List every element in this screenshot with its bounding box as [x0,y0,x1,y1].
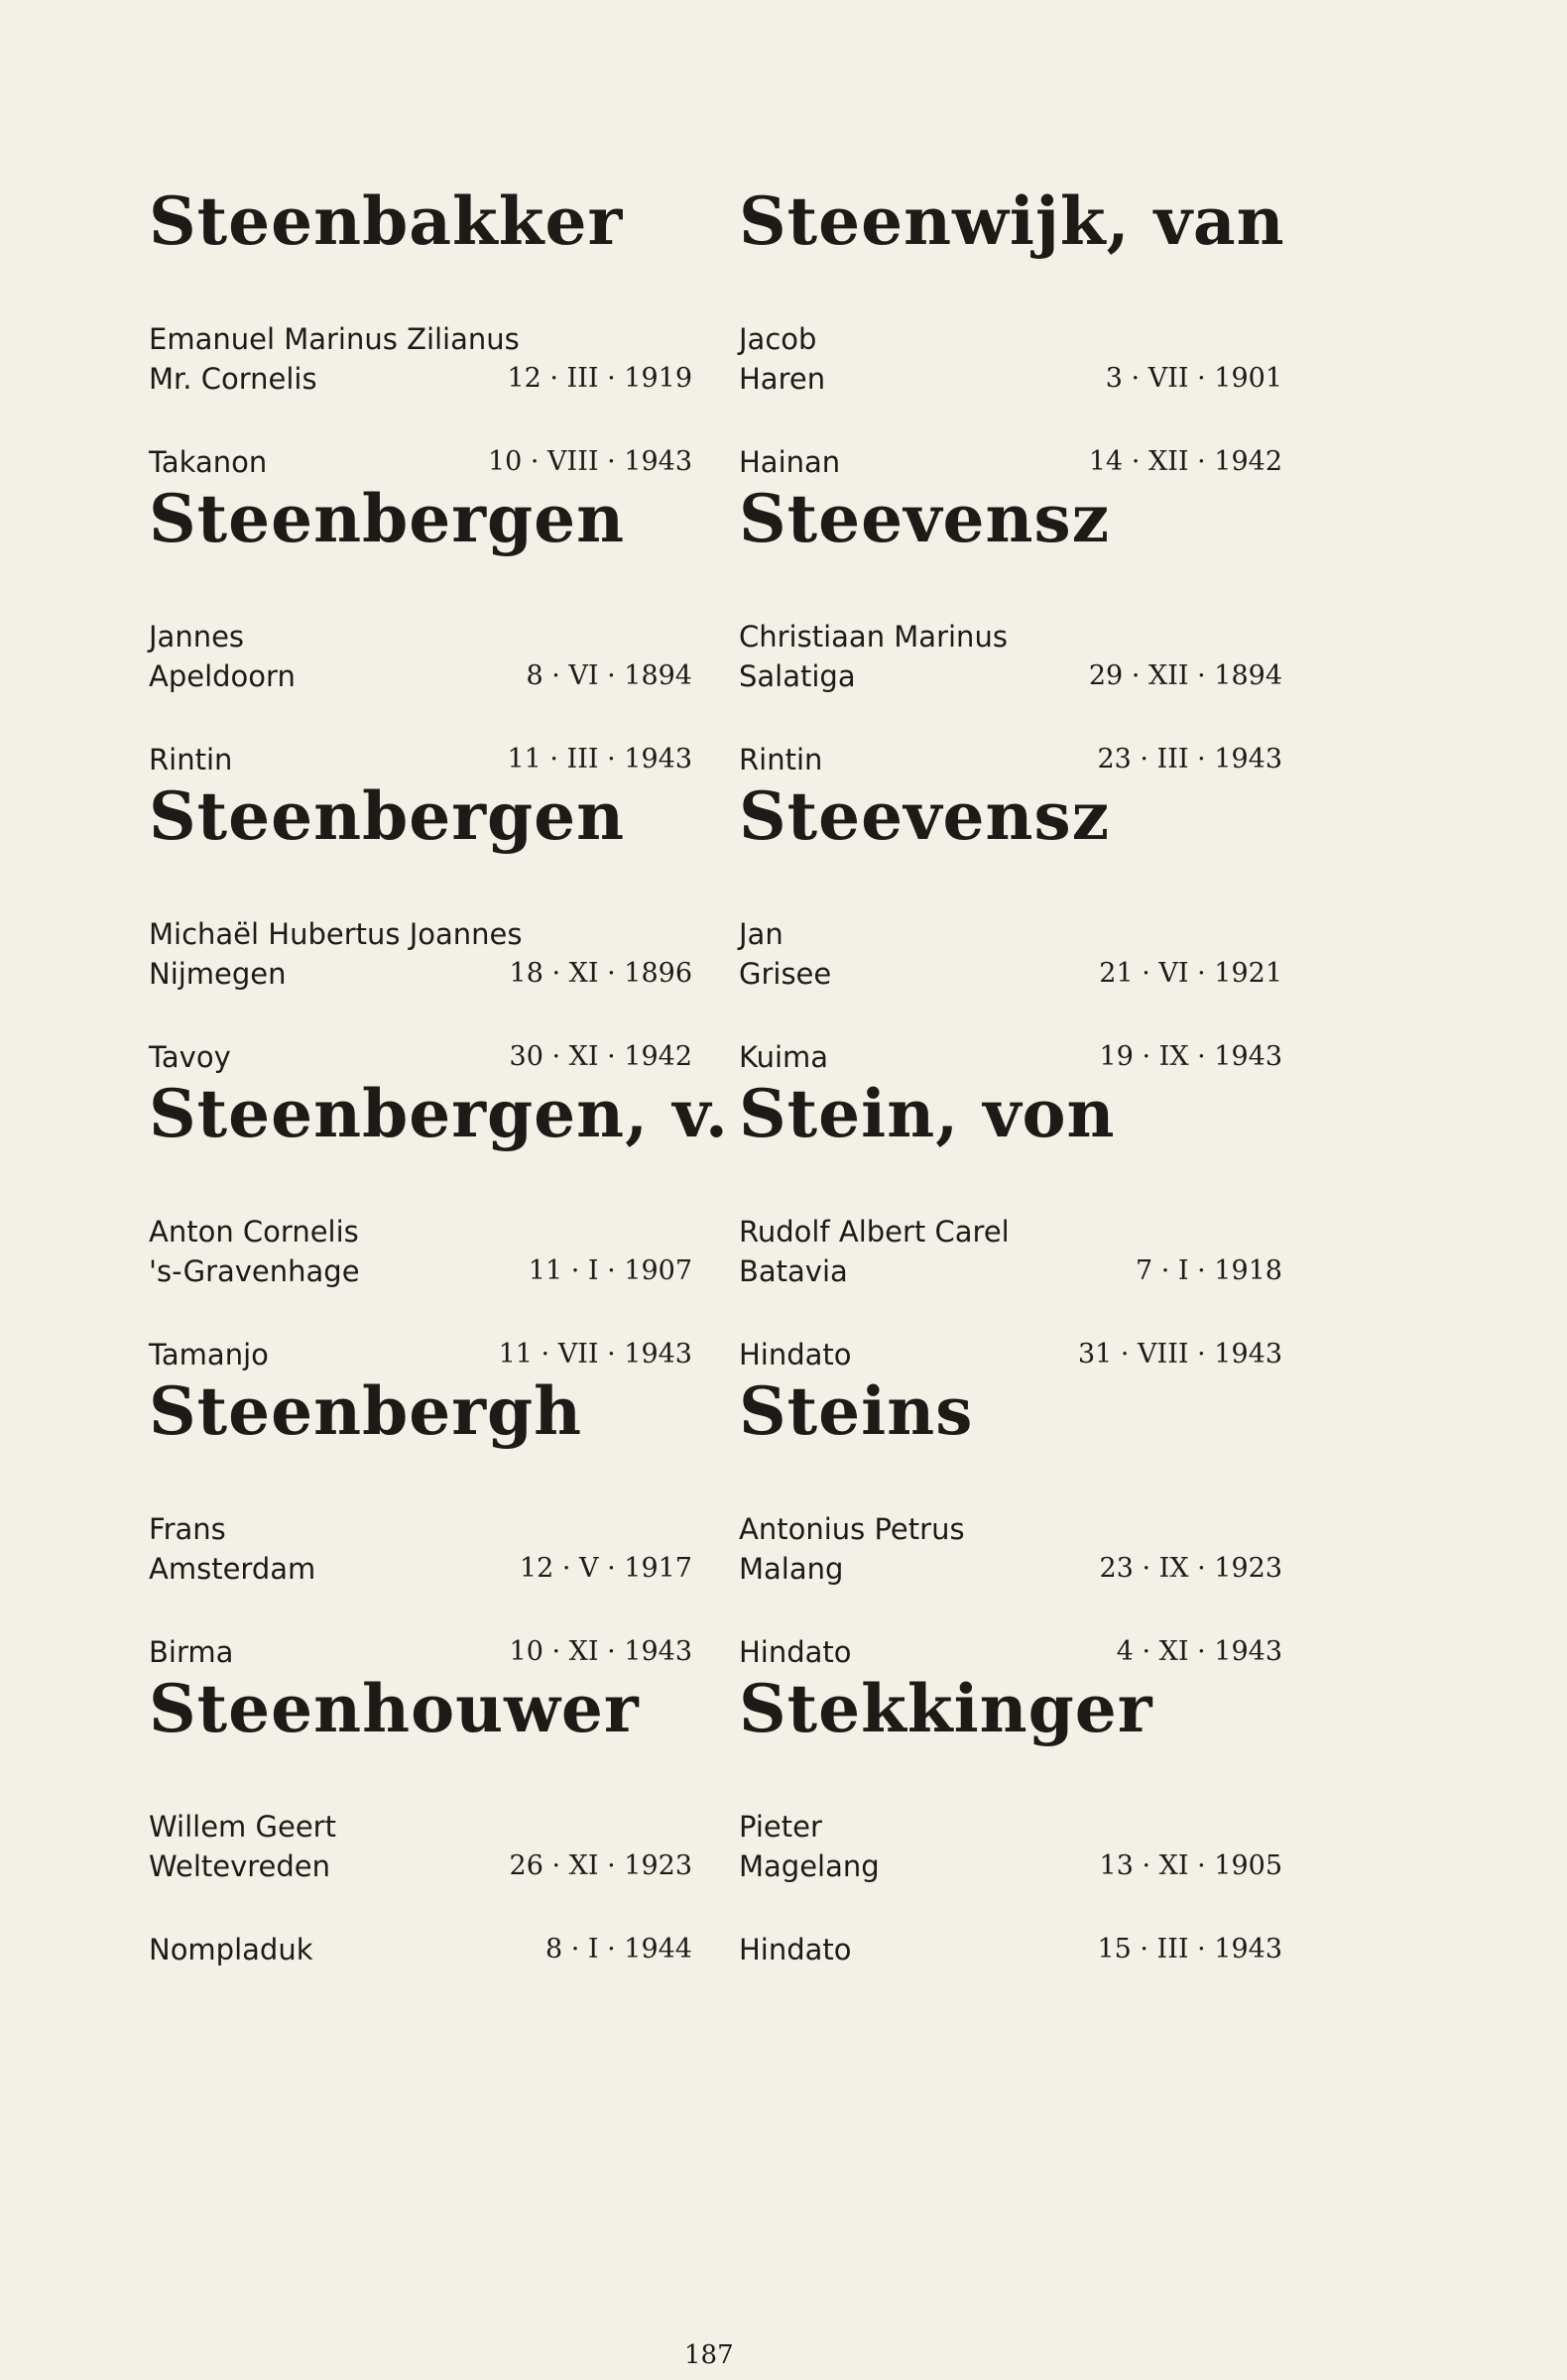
given-names: Jannes [149,620,245,654]
birth-date: 21 · VI · 1921 [1099,958,1282,989]
birthplace: Magelang [739,1849,880,1883]
given-names: Jan [739,917,784,951]
entry [149,480,704,783]
surname: Stekkinger [739,1670,1153,1747]
entry [739,777,1294,1081]
entry [149,1670,704,1973]
surname: Steenbergh [149,1372,583,1450]
death-date: 14 · XII · 1942 [1088,446,1282,477]
given-names: Michaël Hubertus Joannes [149,917,523,951]
death-place: Rintin [739,743,823,776]
birthplace: Mr. Cornelis [149,362,317,396]
birth-date: 13 · XI · 1905 [1099,1850,1282,1881]
death-date: 10 · XI · 1943 [509,1636,692,1667]
death-place: Hindato [739,1635,852,1669]
birthplace: Amsterdam [149,1552,316,1586]
birth-date: 26 · XI · 1923 [509,1850,692,1881]
entry [739,480,1294,783]
entry [739,1075,1294,1378]
death-place: Hindato [739,1338,852,1371]
left-column [149,182,729,1973]
surname: Steevensz [739,777,1111,855]
birth-date: 12 · V · 1917 [519,1553,692,1584]
death-date: 4 · XI · 1943 [1116,1636,1282,1667]
death-place: Tamanjo [149,1338,269,1371]
death-place: Rintin [149,743,233,776]
death-date: 19 · IX · 1943 [1099,1041,1282,1072]
birthplace: Salatiga [739,659,856,693]
birth-date: 11 · I · 1907 [528,1255,692,1286]
entry [739,182,1294,486]
birthplace: Weltevreden [149,1849,331,1883]
death-date: 15 · III · 1943 [1097,1934,1282,1964]
surname: Steenbergen [149,777,626,855]
birthplace: Grisee [739,957,832,991]
entry [149,182,704,486]
birth-date: 3 · VII · 1901 [1105,363,1282,394]
surname: Steenbergen [149,480,626,557]
birthplace: Nijmegen [149,957,287,991]
given-names: Anton Cornelis [149,1215,359,1249]
right-column [739,182,1294,1973]
entry [739,1670,1294,1973]
birth-date: 12 · III · 1919 [507,363,692,394]
death-place: Nompladuk [149,1933,313,1966]
given-names: Jacob [739,322,817,356]
death-place: Takanon [149,445,268,479]
given-names: Willem Geert [149,1810,336,1844]
death-date: 10 · VIII · 1943 [487,446,692,477]
entry [149,777,704,1081]
page-number: 187 [684,2340,734,2370]
birthplace: Malang [739,1552,844,1586]
death-place: Birma [149,1635,234,1669]
surname: Stein, von [739,1075,1116,1152]
birth-date: 29 · XII · 1894 [1088,660,1282,691]
surname: Steenhouwer [149,1670,640,1747]
surname: Steenbakker [149,182,624,260]
death-place: Tavoy [149,1040,231,1074]
birth-date: 18 · XI · 1896 [509,958,692,989]
death-date: 11 · III · 1943 [507,744,692,774]
birth-date: 8 · VI · 1894 [526,660,692,691]
death-date: 8 · I · 1944 [544,1934,692,1964]
death-place: Kuima [739,1040,829,1074]
death-date: 23 · III · 1943 [1097,744,1282,774]
given-names: Antonius Petrus [739,1512,965,1546]
birthplace: Haren [739,362,826,396]
birthplace: Apeldoorn [149,659,296,693]
death-place: Hindato [739,1933,852,1966]
surname: Steevensz [739,480,1111,557]
birthplace: Batavia [739,1254,848,1288]
surname: Steins [739,1372,974,1450]
given-names: Pieter [739,1810,822,1844]
surname: Steenwijk, van [739,182,1285,260]
birthplace: 's-Gravenhage [149,1254,360,1288]
given-names: Rudolf Albert Carel [739,1215,1010,1249]
death-date: 11 · VII · 1943 [498,1339,692,1369]
birth-date: 7 · I · 1918 [1135,1255,1282,1286]
death-date: 30 · XI · 1942 [509,1041,692,1072]
death-place: Hainan [739,445,841,479]
given-names: Christiaan Marinus [739,620,1008,654]
entry [149,1075,729,1378]
given-names: Frans [149,1512,226,1546]
birth-date: 23 · IX · 1923 [1099,1553,1282,1584]
death-date: 31 · VIII · 1943 [1077,1339,1282,1369]
surname: Steenbergen, v. [149,1075,729,1152]
given-names: Emanuel Marinus Zilianus [149,322,520,356]
entry [149,1372,704,1676]
entry [739,1372,1294,1676]
